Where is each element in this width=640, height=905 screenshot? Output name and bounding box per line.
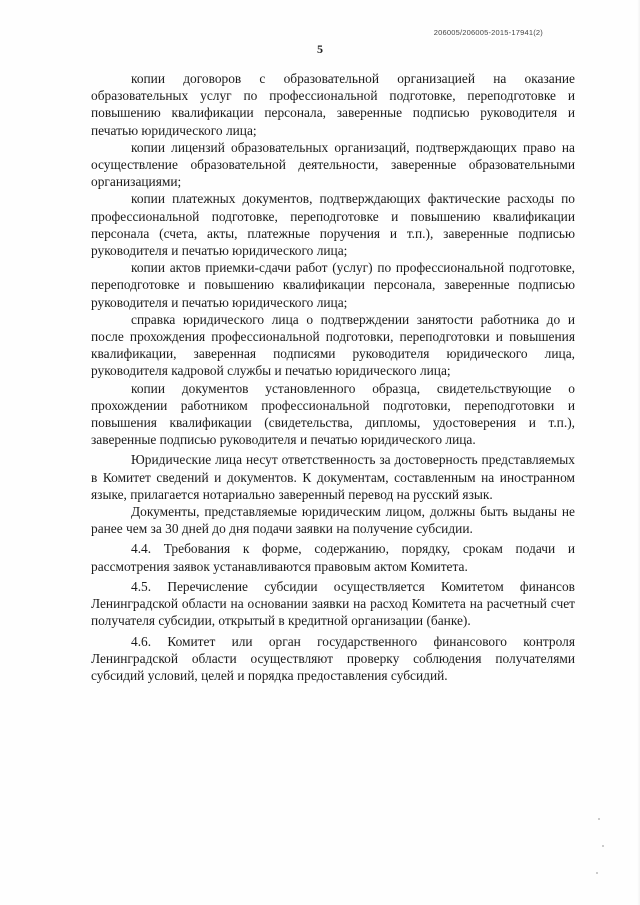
paragraph-document-validity: Документы, представляемые юридическим лицом, должны быть выданы не ранее чем за 30 дней до дня подачи заявки на получение субсидии. [91, 504, 575, 537]
paragraph-responsibility: Юридические лица несут ответственность за достоверность представляемых в Комитет сведений и документов. К документам, составленным на иностранном языке, прилагается нотариально заверенный перевод на русский язык. [91, 452, 575, 502]
scan-speck [598, 818, 600, 820]
paragraph-section-4-5: 4.5. Перечисление субсидии осуществляется Комитетом финансов Ленинградской области на основании заявки на расход Комитета на расчетный счет получателя субсидии, открытый в кредитной организации (банке). [91, 578, 575, 629]
scan-speck [602, 845, 604, 847]
paragraph-section-4-4: 4.4. Требования к форме, содержанию, порядку, срокам подачи и рассмотрения заявок устанавливаются правовым актом Комитета. [91, 541, 575, 574]
paragraph-licenses-copies: копии лицензий образовательных организаций, подтверждающих право на осуществление образовательной деятельности, заверенные образовательными организациями; [91, 139, 575, 190]
paragraph-payment-documents: копии платежных документов, подтверждающих фактические расходы по профессиональной подготовке, переподготовке и повышению квалификации персонала (счета, акты, платежные поручения и т.п.), заверенные подписью руководителя и печатью юридического лица; [91, 191, 575, 259]
paragraph-section-4-6: 4.6. Комитет или орган государственного финансового контроля Ленинградской области осуществляют проверку соблюдения получателями субсидий условий, целей и порядка предоставления субсидий. [91, 633, 575, 683]
paragraph-employment-certificate: справка юридического лица о подтверждении занятости работника до и после прохождения профессиональной подготовки, переподготовки и повышения квалификации, заверенная подписями руководителя юридического лица, руководителя кадровой службы и печатью юридического лица; [91, 311, 575, 379]
paragraph-qualification-documents: копии документов установленного образца, свидетельствующие о прохождении работником профессиональной подготовки, переподготовки и повышения квалификации (свидетельства, дипломы, удостоверения и т.п.), заверенные подписью руководителя и печатью юридического лица. [91, 380, 575, 448]
paragraph-acceptance-acts: копии актов приемки-сдачи работ (услуг) по профессиональной подготовке, переподготовке и повышению квалификации персонала, заверенные подписью руководителя и печатью юридического лица; [91, 260, 575, 310]
document-body [91, 70, 575, 684]
page-number: 5 [317, 42, 323, 56]
document-id: 206005/206005-2015-17941(2) [433, 28, 543, 37]
paragraph-contracts-copies: копии договоров с образовательной организацией на оказание образовательных услуг по профессиональной подготовке, переподготовке и повышению квалификации персонала, заверенные подписью руководителя и печатью юридического лица; [91, 71, 575, 138]
scan-speck [596, 872, 598, 874]
